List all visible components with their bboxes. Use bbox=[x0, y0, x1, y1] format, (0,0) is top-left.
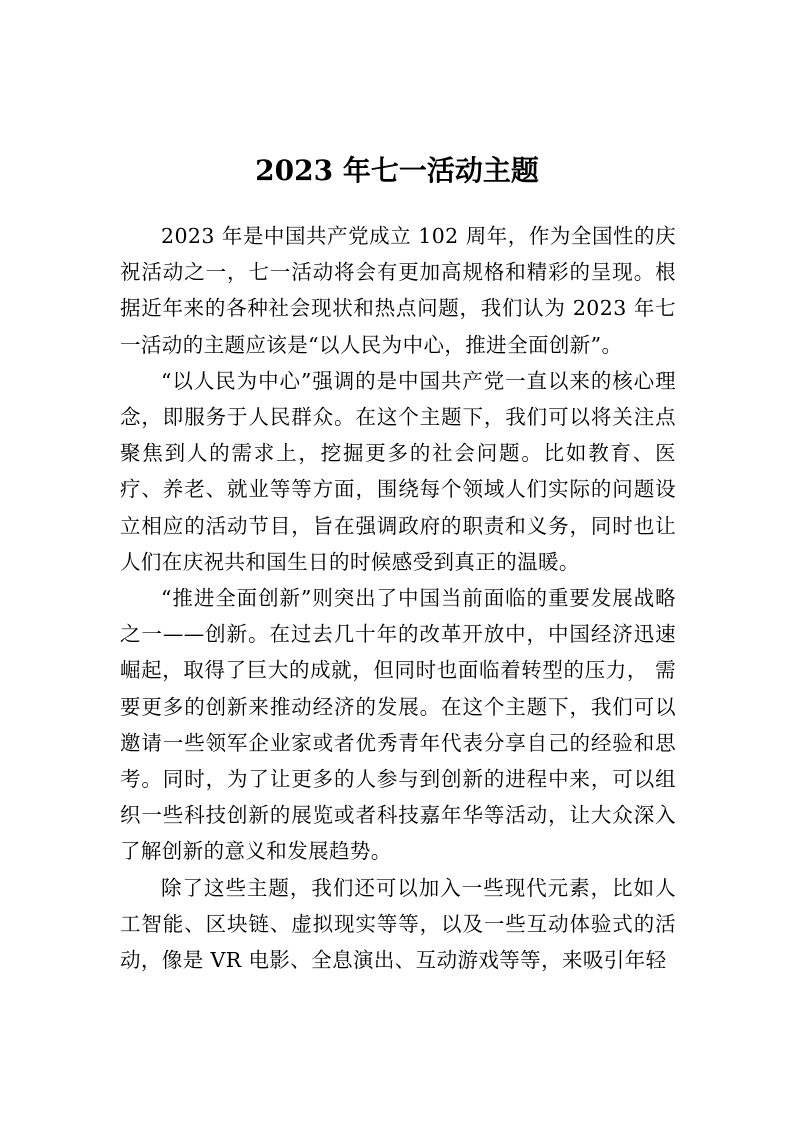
document-body bbox=[120, 218, 676, 978]
paragraph-2: “以人民为中心”强调的是中国共产党一直以来的核心理念，即服务于人民群众。在这个主题下，我们可以将关注点聚焦到人的需求上，挖掘更多的社会问题。比如教育、医疗、养老、就业等等方面，围绕每个领域人们实际的问题设立相应的活动节目，旨在强调政府的职责和义务，同时也让人们在庆祝共和国生日的时候感受到真正的温暖。 bbox=[120, 368, 676, 574]
document-title: 2023 年七一活动主题 bbox=[255, 153, 539, 187]
paragraph-3: “推进全面创新”则突出了中国当前面临的重要发展战略之一——创新。在过去几十年的改革开放中，中国经济迅速崛起，取得了巨大的成就，但同时也面临着转型的压力， 需要更多的创新来推动经济的发展。在这个主题下，我们可以邀请一些领军企业家或者优秀青年代表分享自己的经验和思考。同时，为了让更多的人参与到创新的进程中来，可以组织一些科技创新的展览或者科技嘉年华等活动，让大众深入了解创新的意义和发展趋势。 bbox=[120, 586, 676, 864]
paragraph-4: 除了这些主题，我们还可以加入一些现代元素，比如人工智能、区块链、虚拟现实等等，以及一些互动体验式的活动，像是 VR 电影、全息演出、互动游戏等等，来吸引年轻 bbox=[120, 875, 676, 973]
paragraph-1: 2023 年是中国共产党成立 102 周年，作为全国性的庆祝活动之一，七一活动将会有更加高规格和精彩的呈现。根据近年来的各种社会现状和热点问题，我们认为 2023 年七一活动的主题应该是“以人民为中心，推进全面创新”。 bbox=[120, 224, 676, 357]
